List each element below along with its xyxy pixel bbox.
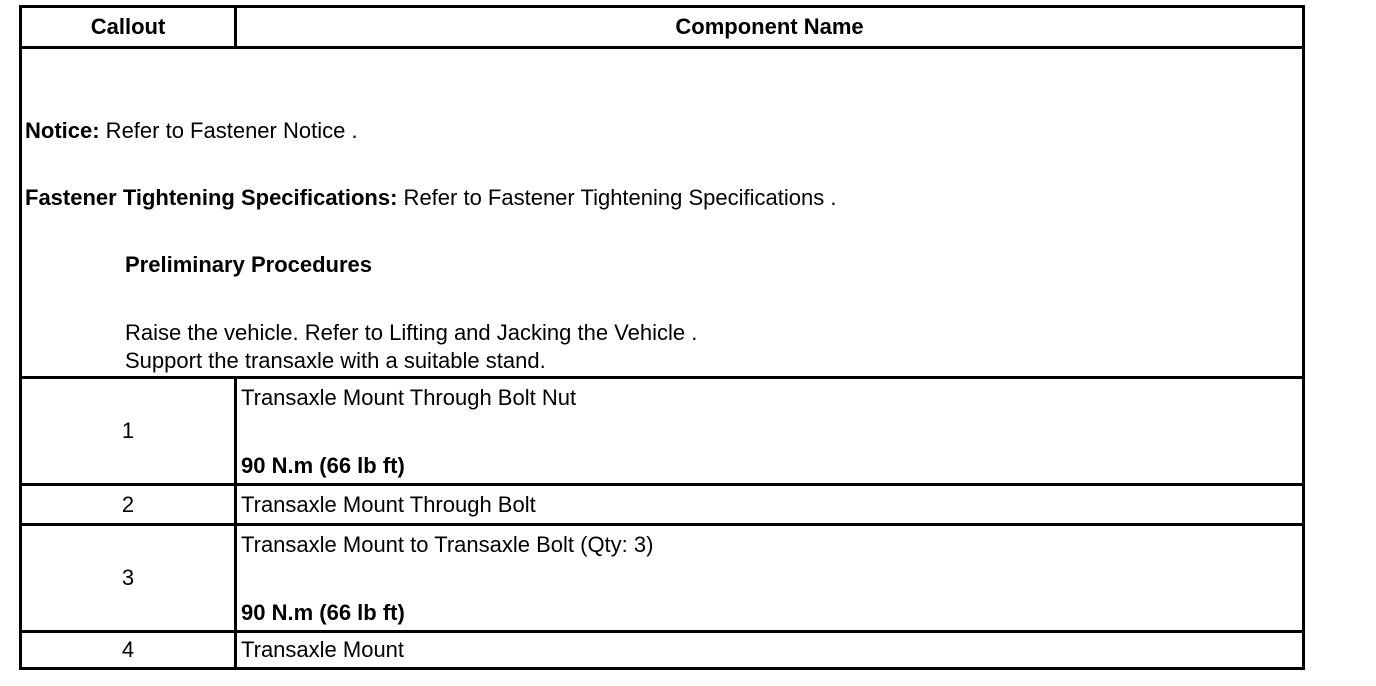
notice-text: Refer to Fastener Notice . bbox=[99, 118, 358, 143]
torque-spec: 90 N.m (66 lb ft) bbox=[241, 453, 405, 478]
callout-number: 1 bbox=[22, 379, 237, 483]
preliminary-step: Support the transaxle with a suitable stand. bbox=[125, 348, 546, 373]
table-row bbox=[22, 633, 1302, 667]
component-name: Transaxle Mount to Transaxle Bolt (Qty: 3) bbox=[241, 532, 654, 557]
callout-number: 4 bbox=[22, 633, 237, 667]
table-row bbox=[22, 379, 1302, 486]
callout-number: 3 bbox=[22, 526, 237, 630]
fastener-spec-text: Refer to Fastener Tightening Specifications . bbox=[397, 185, 837, 210]
table-row bbox=[22, 486, 1302, 526]
table-header bbox=[22, 8, 1302, 49]
notice-line bbox=[25, 118, 358, 144]
fastener-spec-label: Fastener Tightening Specifications: bbox=[25, 185, 398, 210]
component-name: Transaxle Mount bbox=[241, 637, 405, 662]
component-table bbox=[19, 5, 1305, 670]
torque-spec: 90 N.m (66 lb ft) bbox=[241, 600, 405, 625]
component-name: Transaxle Mount Through Bolt Nut bbox=[241, 385, 577, 410]
intro-section bbox=[22, 49, 1302, 379]
table-row bbox=[22, 526, 1302, 633]
callout-column-header: Callout bbox=[22, 8, 237, 46]
callout-number: 2 bbox=[22, 486, 237, 523]
notice-label: Notice: bbox=[25, 118, 100, 143]
component-name-column-header: Component Name bbox=[675, 14, 864, 39]
preliminary-step: Raise the vehicle. Refer to Lifting and Jacking the Vehicle . bbox=[125, 320, 698, 345]
fastener-spec-line bbox=[25, 185, 836, 211]
component-name: Transaxle Mount Through Bolt bbox=[241, 492, 536, 517]
preliminary-procedures-heading: Preliminary Procedures bbox=[125, 252, 373, 277]
